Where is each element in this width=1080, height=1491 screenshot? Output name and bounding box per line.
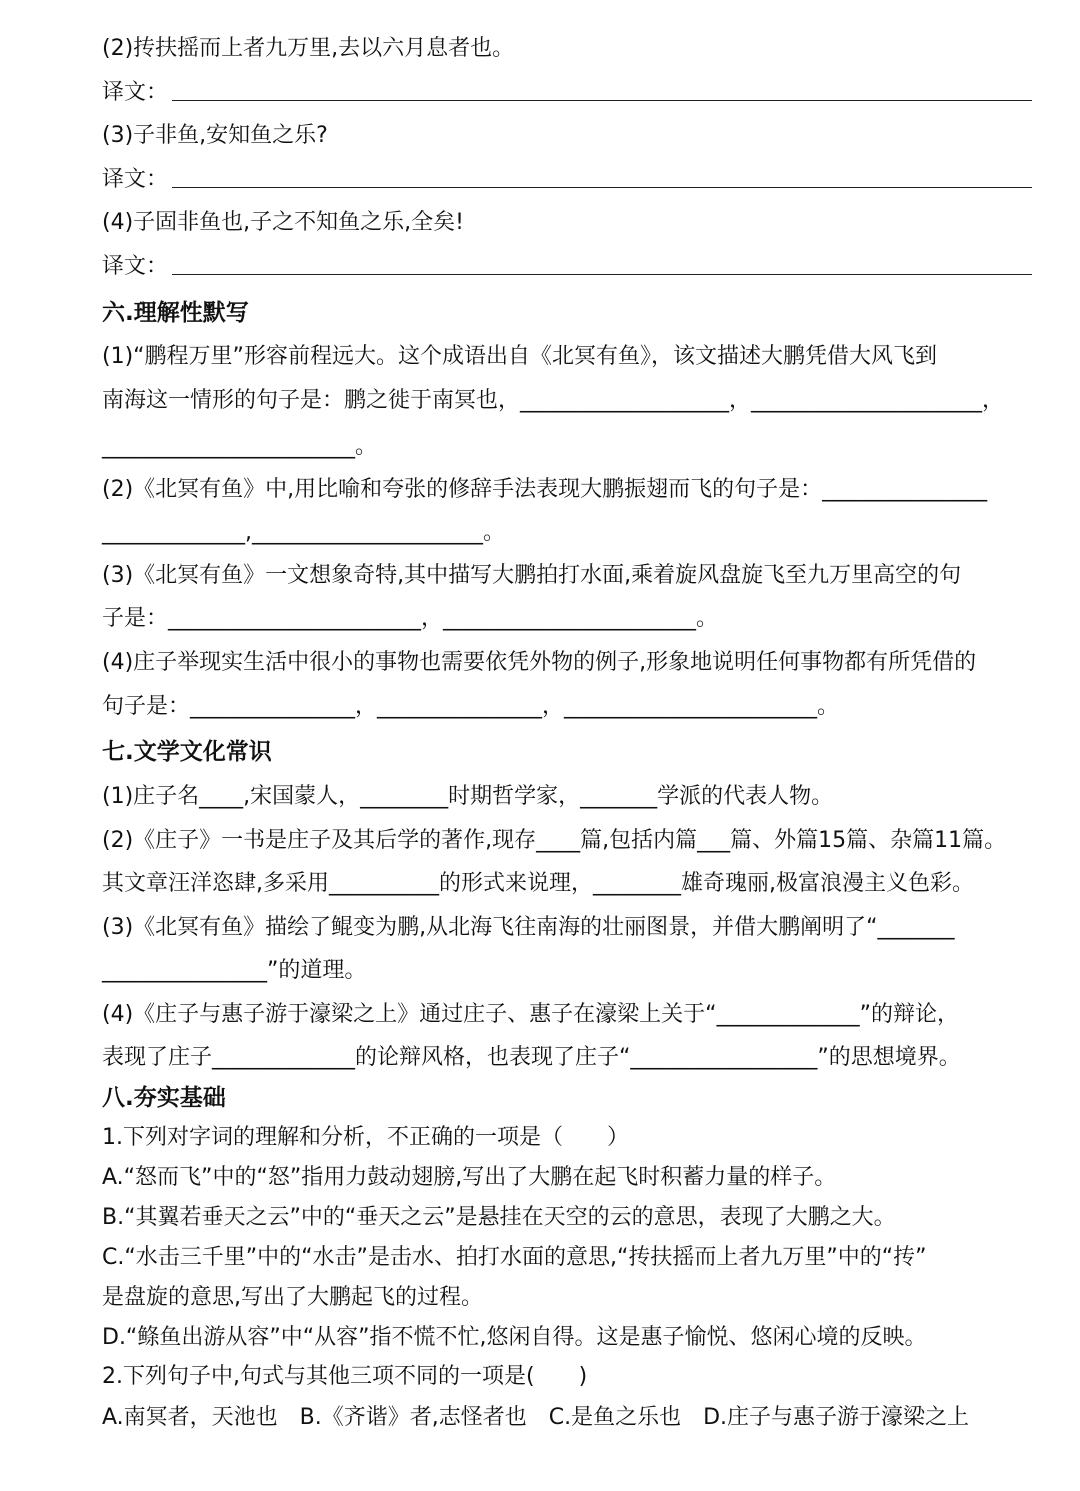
part5-q3: (3)子非鱼,安知鱼之乐?: [102, 123, 328, 148]
part5-q4-translation-label: 译文：: [102, 254, 169, 279]
part5-q2: (2)抟扶摇而上者九万里,去以六月息者也。: [102, 36, 515, 61]
part7-q2-line1: (2)《庄子》一书是庄子及其后学的著作,现存____篇,包括内篇___篇、外篇15篇、杂篇11篇。: [102, 828, 1007, 853]
part5-q4-answer-line: [172, 274, 1032, 275]
part6-q1-line2: 南海这一情形的句子是：鹏之徙于南冥也，___________________，_____________________，: [102, 388, 1005, 413]
part7-q3-line2: _______________”的道理。: [102, 958, 367, 983]
part8-q2-options: A.南冥者，天池也 B.《齐谐》者,志怪者也 C.是鱼之乐也 D.庄子与惠子游于濠梁之上: [102, 1405, 970, 1430]
part6-heading: 六.理解性默写: [102, 300, 249, 326]
part6-q2-line2: _____________,_____________________。: [102, 520, 505, 545]
part6-q3-line1: (3)《北冥有鱼》一文想象奇特,其中描写大鹏拍打水面,乘着旋风盘旋飞至九万里高空的句: [102, 563, 962, 588]
part6-q3-line2: 子是：_______________________，_______________________。: [102, 606, 719, 631]
part8-q1-option-c-line1: C.“水击三千里”中的“水击”是击水、拍打水面的意思,“抟扶摇而上者九万里”中的“抟”: [102, 1245, 927, 1270]
part5-q3-translation-label: 译文：: [102, 167, 169, 192]
part6-q4-line1: (4)庄子举现实生活中很小的事物也需要依凭外物的例子,形象地说明任何事物都有所凭借的: [102, 650, 977, 675]
part8-q1: 1.下列对字词的理解和分析，不正确的一项是（ ）: [102, 1125, 629, 1150]
part8-q1-option-b: B.“其翼若垂天之云”中的“垂天之云”是悬挂在天空的云的意思，表现了大鹏之大。: [102, 1205, 896, 1230]
part8-q1-option-c-line2: 是盘旋的意思,写出了大鹏起飞的过程。: [102, 1285, 483, 1310]
part5-q4: (4)子固非鱼也,子之不知鱼之乐,全矣!: [102, 210, 464, 235]
part7-q2-line2: 其文章汪洋恣肆,多采用__________的形式来说理，________雄奇瑰丽,极富浪漫主义色彩。: [102, 871, 974, 896]
part5-q2-translation-label: 译文：: [102, 80, 169, 105]
part7-q4-line1: (4)《庄子与惠子游于濠梁之上》通过庄子、惠子在濠梁上关于“_____________”的辩论，: [102, 1002, 959, 1027]
part7-heading: 七.文学文化常识: [102, 739, 272, 765]
part7-q3-line1: (3)《北冥有鱼》描绘了鲲变为鹏,从北海飞往南海的壮丽图景，并借大鹏阐明了“_______: [102, 915, 955, 940]
part5-q2-answer-line: [172, 100, 1032, 101]
part6-q1-line1: (1)“鹏程万里”形容前程远大。这个成语出自《北冥有鱼》，该文描述大鹏凭借大风飞到: [102, 344, 937, 369]
part7-q1: (1)庄子名____,宋国蒙人，________时期哲学家，_______学派的代表人物。: [102, 784, 834, 809]
part8-heading: 八.夯实基础: [102, 1085, 226, 1111]
part8-q1-option-d: D.“鲦鱼出游从容”中“从容”指不慌不忙,悠闲自得。这是惠子愉悦、悠闲心境的反映。: [102, 1325, 927, 1350]
part6-q1-line3: _______________________。: [102, 434, 378, 459]
part5-q3-answer-line: [172, 187, 1032, 188]
part8-q2: 2.下列句子中,句式与其他三项不同的一项是( ): [102, 1364, 588, 1389]
part8-q1-option-a: A.“怒而飞”中的“怒”指用力鼓动翅膀,写出了大鹏在起飞时积蓄力量的样子。: [102, 1165, 837, 1190]
part6-q2-line1: (2)《北冥有鱼》中,用比喻和夸张的修辞手法表现大鹏振翅而飞的句子是：_______________: [102, 477, 988, 502]
part7-q4-line2: 表现了庄子_____________的论辩风格，也表现了庄子“_________________”的思想境界。: [102, 1045, 961, 1070]
part6-q4-line2: 句子是：_______________，_______________，_______________________。: [102, 694, 840, 719]
